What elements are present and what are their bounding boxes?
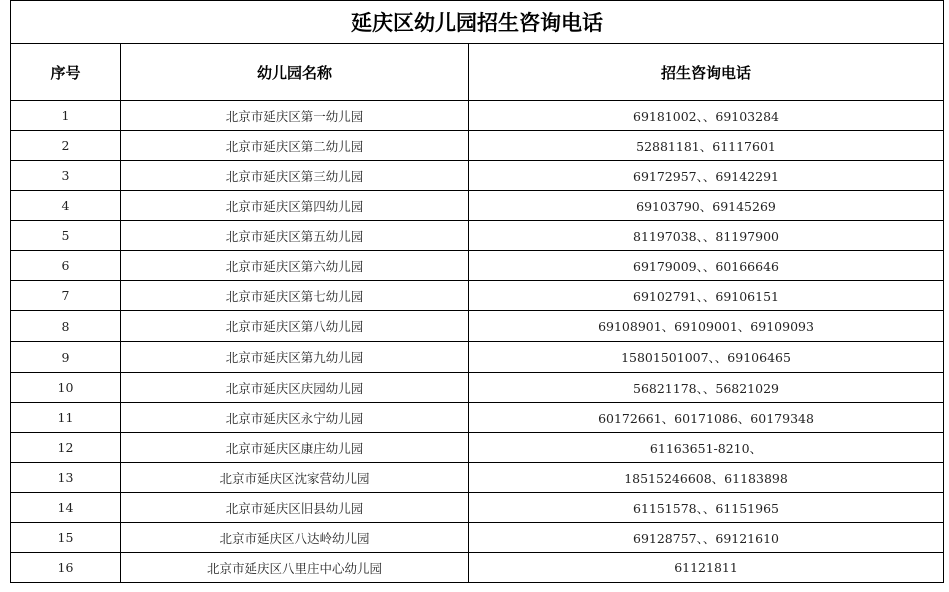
cell-index: 7 (11, 281, 121, 311)
cell-index: 2 (11, 131, 121, 161)
cell-index: 6 (11, 251, 121, 281)
cell-phone: 69179009、、60166646 (469, 251, 944, 281)
table-title: 延庆区幼儿园招生咨询电话 (11, 1, 944, 44)
table-row (11, 221, 944, 251)
column-header-phone: 招生咨询电话 (469, 44, 944, 101)
column-header-name: 幼儿园名称 (121, 44, 469, 101)
kindergarten-table (10, 0, 944, 583)
cell-phone: 69172957、、69142291 (469, 161, 944, 191)
cell-index: 14 (11, 493, 121, 523)
cell-phone: 69108901、69109001、69109093 (469, 311, 944, 342)
header-row (11, 44, 944, 101)
cell-name: 北京市延庆区第四幼儿园 (121, 191, 469, 221)
cell-name: 北京市延庆区第八幼儿园 (121, 311, 469, 342)
title-row (11, 1, 944, 44)
table-row (11, 281, 944, 311)
table-row (11, 101, 944, 131)
cell-index: 13 (11, 463, 121, 493)
kindergarten-phone-sheet (10, 0, 943, 583)
cell-phone: 69102791、、69106151 (469, 281, 944, 311)
cell-index: 1 (11, 101, 121, 131)
cell-name: 北京市延庆区庆园幼儿园 (121, 373, 469, 403)
cell-index: 15 (11, 523, 121, 553)
cell-phone: 15801501007、、69106465 (469, 342, 944, 373)
table-row (11, 463, 944, 493)
cell-phone: 69181002、、69103284 (469, 101, 944, 131)
table-row (11, 493, 944, 523)
cell-phone: 69128757、、69121610 (469, 523, 944, 553)
cell-name: 北京市延庆区康庄幼儿园 (121, 433, 469, 463)
cell-name: 北京市延庆区第五幼儿园 (121, 221, 469, 251)
cell-index: 10 (11, 373, 121, 403)
table-row (11, 342, 944, 373)
cell-index: 3 (11, 161, 121, 191)
cell-index: 16 (11, 553, 121, 583)
cell-phone: 18515246608、61183898 (469, 463, 944, 493)
cell-phone: 61163651-8210、 (469, 433, 944, 463)
cell-phone: 61151578、、61151965 (469, 493, 944, 523)
table-row (11, 433, 944, 463)
cell-name: 北京市延庆区第一幼儿园 (121, 101, 469, 131)
table-row (11, 553, 944, 583)
cell-name: 北京市延庆区第七幼儿园 (121, 281, 469, 311)
cell-phone: 81197038、、81197900 (469, 221, 944, 251)
cell-phone: 60172661、60171086、60179348 (469, 403, 944, 433)
cell-index: 8 (11, 311, 121, 342)
cell-name: 北京市延庆区八达岭幼儿园 (121, 523, 469, 553)
cell-name: 北京市延庆区第三幼儿园 (121, 161, 469, 191)
table-body (11, 101, 944, 583)
cell-name: 北京市延庆区第二幼儿园 (121, 131, 469, 161)
cell-name: 北京市延庆区第九幼儿园 (121, 342, 469, 373)
cell-phone: 52881181、61117601 (469, 131, 944, 161)
cell-index: 12 (11, 433, 121, 463)
table-row (11, 251, 944, 281)
cell-name: 北京市延庆区八里庄中心幼儿园 (121, 553, 469, 583)
cell-index: 4 (11, 191, 121, 221)
table-row (11, 311, 944, 342)
table-row (11, 523, 944, 553)
table-row (11, 131, 944, 161)
cell-index: 5 (11, 221, 121, 251)
cell-name: 北京市延庆区永宁幼儿园 (121, 403, 469, 433)
cell-phone: 69103790、69145269 (469, 191, 944, 221)
cell-phone: 61121811 (469, 553, 944, 583)
table-row (11, 161, 944, 191)
cell-name: 北京市延庆区旧县幼儿园 (121, 493, 469, 523)
table-row (11, 403, 944, 433)
cell-index: 9 (11, 342, 121, 373)
table-row (11, 191, 944, 221)
cell-name: 北京市延庆区第六幼儿园 (121, 251, 469, 281)
cell-index: 11 (11, 403, 121, 433)
column-header-index: 序号 (11, 44, 121, 101)
cell-phone: 56821178、、56821029 (469, 373, 944, 403)
cell-name: 北京市延庆区沈家营幼儿园 (121, 463, 469, 493)
table-row (11, 373, 944, 403)
